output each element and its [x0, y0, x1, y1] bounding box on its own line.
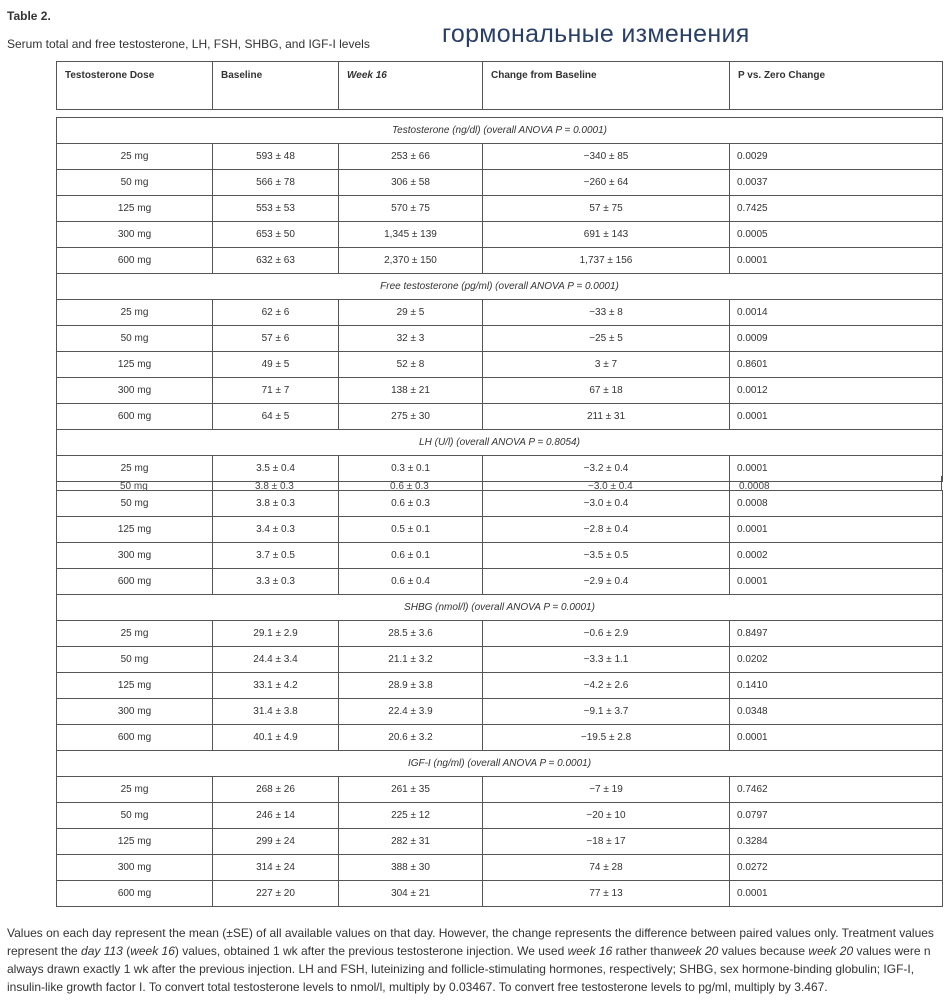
cell-baseline: 64 ± 5	[213, 404, 339, 430]
cut-row-divider	[338, 476, 339, 490]
cell-dose: 300 mg	[57, 222, 213, 248]
cell-dose: 50 mg	[57, 170, 213, 196]
cell-change: 3 ± 7	[483, 352, 730, 378]
cell-week16: 570 ± 75	[339, 196, 483, 222]
cell-dose: 125 mg	[57, 829, 213, 855]
cell-change: −3.3 ± 1.1	[483, 647, 730, 673]
cell-baseline: 57 ± 6	[213, 326, 339, 352]
cell-p-value: 0.0037	[730, 170, 943, 196]
cell-baseline: 246 ± 14	[213, 803, 339, 829]
table-footnotes	[7, 924, 948, 996]
cell-change: −2.8 ± 0.4	[483, 517, 730, 543]
cut-row-divider	[482, 476, 483, 490]
cell-week16: 29 ± 5	[339, 300, 483, 326]
cell-dose: 600 mg	[57, 725, 213, 751]
table-row	[57, 352, 943, 378]
cell-dose: 125 mg	[57, 673, 213, 699]
table-row	[57, 170, 943, 196]
cell-dose: 50 mg	[57, 647, 213, 673]
cell-baseline: 632 ± 63	[213, 248, 339, 274]
cell-p-value: 0.1410	[730, 673, 943, 699]
cut-row-text: 0.6 ± 0.3	[390, 481, 429, 490]
cell-p-value: 0.8497	[730, 621, 943, 647]
table-row	[57, 144, 943, 170]
cell-p-value: 0.0009	[730, 326, 943, 352]
cell-week16: 32 ± 3	[339, 326, 483, 352]
table-row	[57, 881, 943, 907]
section-title: IGF-I (ng/ml) (overall ANOVA P = 0.0001)	[57, 751, 943, 777]
table-row	[57, 248, 943, 274]
table-row	[57, 222, 943, 248]
cell-change: −260 ± 64	[483, 170, 730, 196]
cell-baseline: 653 ± 50	[213, 222, 339, 248]
cell-week16: 28.5 ± 3.6	[339, 621, 483, 647]
cell-p-value: 0.0797	[730, 803, 943, 829]
section-title: LH (U/l) (overall ANOVA P = 0.8054)	[57, 430, 943, 456]
cell-week16: 1,345 ± 139	[339, 222, 483, 248]
cell-change: 67 ± 18	[483, 378, 730, 404]
cell-baseline: 553 ± 53	[213, 196, 339, 222]
cell-week16: 28.9 ± 3.8	[339, 673, 483, 699]
section-header-row	[57, 274, 943, 300]
table-row	[57, 647, 943, 673]
section-header-row	[57, 430, 943, 456]
cell-p-value: 0.0012	[730, 378, 943, 404]
cell-change: −0.6 ± 2.9	[483, 621, 730, 647]
cell-dose: 25 mg	[57, 144, 213, 170]
cell-week16: 0.6 ± 0.3	[339, 491, 483, 517]
cell-dose: 25 mg	[57, 621, 213, 647]
table-row	[57, 803, 943, 829]
cell-dose: 125 mg	[57, 352, 213, 378]
cell-baseline: 40.1 ± 4.9	[213, 725, 339, 751]
cell-p-value: 0.0029	[730, 144, 943, 170]
cell-p-value: 0.0001	[730, 725, 943, 751]
header-p-value: P vs. Zero Change	[730, 62, 943, 110]
cell-week16: 304 ± 21	[339, 881, 483, 907]
cell-change: −340 ± 85	[483, 144, 730, 170]
cell-baseline: 3.3 ± 0.3	[213, 569, 339, 595]
cell-change: −2.9 ± 0.4	[483, 569, 730, 595]
table-header-row	[57, 62, 943, 110]
table-row	[57, 326, 943, 352]
cut-row-divider	[729, 476, 730, 490]
table-row	[57, 777, 943, 803]
cell-change: −18 ± 17	[483, 829, 730, 855]
cell-baseline: 299 ± 24	[213, 829, 339, 855]
header-baseline: Baseline	[213, 62, 339, 110]
cut-row-text: 0.0008	[739, 481, 770, 490]
cell-p-value: 0.0348	[730, 699, 943, 725]
table-row	[57, 517, 943, 543]
section-title: Free testosterone (pg/ml) (overall ANOVA P = 0.0001)	[57, 274, 943, 300]
table-row	[57, 621, 943, 647]
cell-p-value: 0.0001	[730, 569, 943, 595]
cell-baseline: 314 ± 24	[213, 855, 339, 881]
overlay-title: гормональные изменения	[442, 20, 750, 48]
cell-week16: 225 ± 12	[339, 803, 483, 829]
cell-p-value: 0.0002	[730, 543, 943, 569]
cell-week16: 20.6 ± 3.2	[339, 725, 483, 751]
cell-week16: 0.6 ± 0.4	[339, 569, 483, 595]
cell-dose: 50 mg	[57, 491, 213, 517]
cell-baseline: 29.1 ± 2.9	[213, 621, 339, 647]
cell-baseline: 24.4 ± 3.4	[213, 647, 339, 673]
cell-p-value: 0.0001	[730, 456, 943, 482]
cell-change: −3.5 ± 0.5	[483, 543, 730, 569]
cell-p-value: 0.0001	[730, 404, 943, 430]
cell-p-value: 0.0272	[730, 855, 943, 881]
header-dose: Testosterone Dose	[57, 62, 213, 110]
cell-week16: 0.5 ± 0.1	[339, 517, 483, 543]
cell-p-value: 0.7425	[730, 196, 943, 222]
cell-week16: 0.6 ± 0.1	[339, 543, 483, 569]
footnote-line-4: insulin-like growth factor I. To convert total testosterone levels to nmol/l, multiply by 0.03467. To convert free testosterone levels to pg/ml, multiply by 3.467.	[7, 980, 828, 994]
cell-week16: 388 ± 30	[339, 855, 483, 881]
cell-change: 211 ± 31	[483, 404, 730, 430]
cell-dose: 300 mg	[57, 855, 213, 881]
header-change: Change from Baseline	[483, 62, 730, 110]
table-row	[57, 829, 943, 855]
cell-week16: 21.1 ± 3.2	[339, 647, 483, 673]
table-row	[57, 725, 943, 751]
section-header-row	[57, 751, 943, 777]
cell-change: −7 ± 19	[483, 777, 730, 803]
cell-week16: 0.3 ± 0.1	[339, 456, 483, 482]
cell-dose: 50 mg	[57, 803, 213, 829]
cell-p-value: 0.0001	[730, 248, 943, 274]
cell-baseline: 3.4 ± 0.3	[213, 517, 339, 543]
cell-change: −9.1 ± 3.7	[483, 699, 730, 725]
cell-change: 691 ± 143	[483, 222, 730, 248]
cell-change: −19.5 ± 2.8	[483, 725, 730, 751]
header-gap	[57, 110, 943, 118]
section-title: SHBG (nmol/l) (overall ANOVA P = 0.0001)	[57, 595, 943, 621]
cell-week16: 253 ± 66	[339, 144, 483, 170]
cut-row-divider	[212, 476, 213, 490]
section-header-row	[57, 118, 943, 144]
table-row	[57, 378, 943, 404]
cell-p-value: 0.0001	[730, 881, 943, 907]
table-row	[57, 673, 943, 699]
cell-week16: 22.4 ± 3.9	[339, 699, 483, 725]
cell-baseline: 62 ± 6	[213, 300, 339, 326]
cell-p-value: 0.0005	[730, 222, 943, 248]
cell-baseline: 33.1 ± 4.2	[213, 673, 339, 699]
table-row	[57, 491, 943, 517]
footnote-line-3: always drawn exactly 1 wk after the previous injection. LH and FSH, luteinizing and follicle-stimulating hormones, respectively; SHBG, sex hormone-binding globulin; IGF-I,	[7, 962, 915, 976]
cell-dose: 300 mg	[57, 543, 213, 569]
cell-p-value: 0.8601	[730, 352, 943, 378]
cut-row-text: 3.8 ± 0.3	[255, 481, 294, 490]
cell-week16: 138 ± 21	[339, 378, 483, 404]
cell-week16: 2,370 ± 150	[339, 248, 483, 274]
table-row	[57, 699, 943, 725]
table-row	[57, 300, 943, 326]
cell-dose: 300 mg	[57, 699, 213, 725]
cell-baseline: 268 ± 26	[213, 777, 339, 803]
hormone-table-upper	[56, 61, 943, 482]
cell-p-value: 0.0202	[730, 647, 943, 673]
cell-change: 77 ± 13	[483, 881, 730, 907]
table-row	[57, 569, 943, 595]
cell-week16: 261 ± 35	[339, 777, 483, 803]
cell-p-value: 0.7462	[730, 777, 943, 803]
cell-p-value: 0.0014	[730, 300, 943, 326]
cell-week16: 52 ± 8	[339, 352, 483, 378]
cell-baseline: 31.4 ± 3.8	[213, 699, 339, 725]
cell-change: −25 ± 5	[483, 326, 730, 352]
cell-dose: 600 mg	[57, 248, 213, 274]
cell-change: −3.2 ± 0.4	[483, 456, 730, 482]
section-header-row	[57, 595, 943, 621]
cut-row-fragment	[56, 476, 942, 490]
cell-dose: 25 mg	[57, 777, 213, 803]
cell-change: −33 ± 8	[483, 300, 730, 326]
cell-dose: 25 mg	[57, 456, 213, 482]
cell-change: −20 ± 10	[483, 803, 730, 829]
cell-baseline: 593 ± 48	[213, 144, 339, 170]
cell-dose: 300 mg	[57, 378, 213, 404]
cell-baseline: 3.8 ± 0.3	[213, 491, 339, 517]
cell-change: −4.2 ± 2.6	[483, 673, 730, 699]
cut-row-divider	[941, 476, 942, 490]
header-week16: Week 16	[339, 62, 483, 110]
cell-dose: 600 mg	[57, 404, 213, 430]
cell-dose: 50 mg	[57, 326, 213, 352]
cell-dose: 600 mg	[57, 881, 213, 907]
table-row	[57, 404, 943, 430]
table-row	[57, 196, 943, 222]
cell-baseline: 3.7 ± 0.5	[213, 543, 339, 569]
cell-change: 1,737 ± 156	[483, 248, 730, 274]
cell-baseline: 227 ± 20	[213, 881, 339, 907]
cell-baseline: 71 ± 7	[213, 378, 339, 404]
cell-change: 74 ± 28	[483, 855, 730, 881]
cell-week16: 282 ± 31	[339, 829, 483, 855]
footnote-line-1: Values on each day represent the mean (±SE) of all available values on that day. However, the change represents the difference between paired values only. Treatment values	[7, 926, 934, 940]
section-title: Testosterone (ng/dl) (overall ANOVA P = 0.0001)	[57, 118, 943, 144]
cell-change: −3.0 ± 0.4	[483, 491, 730, 517]
table-row	[57, 855, 943, 881]
cell-week16: 275 ± 30	[339, 404, 483, 430]
cut-row-divider	[56, 476, 57, 490]
table-label: Table 2.	[7, 9, 51, 23]
cell-p-value: 0.0001	[730, 517, 943, 543]
cell-change: 57 ± 75	[483, 196, 730, 222]
cell-dose: 600 mg	[57, 569, 213, 595]
cell-baseline: 49 ± 5	[213, 352, 339, 378]
cell-p-value: 0.0008	[730, 491, 943, 517]
cell-p-value: 0.3284	[730, 829, 943, 855]
footnote-line-2: represent the day 113 (week 16) values, obtained 1 wk after the previous testosterone injection. We used week 16 rather thanweek 20 values because week 20 values were n	[7, 944, 931, 958]
cut-row-text: 50 mg	[120, 481, 148, 490]
hormone-table-lower	[56, 490, 943, 907]
cut-row-text: −3.0 ± 0.4	[588, 481, 633, 490]
cell-dose: 125 mg	[57, 517, 213, 543]
table-caption: Serum total and free testosterone, LH, FSH, SHBG, and IGF-I levels	[7, 37, 370, 51]
cell-week16: 306 ± 58	[339, 170, 483, 196]
cell-dose: 25 mg	[57, 300, 213, 326]
cell-dose: 125 mg	[57, 196, 213, 222]
cell-baseline: 3.5 ± 0.4	[213, 456, 339, 482]
cell-baseline: 566 ± 78	[213, 170, 339, 196]
table-row	[57, 543, 943, 569]
